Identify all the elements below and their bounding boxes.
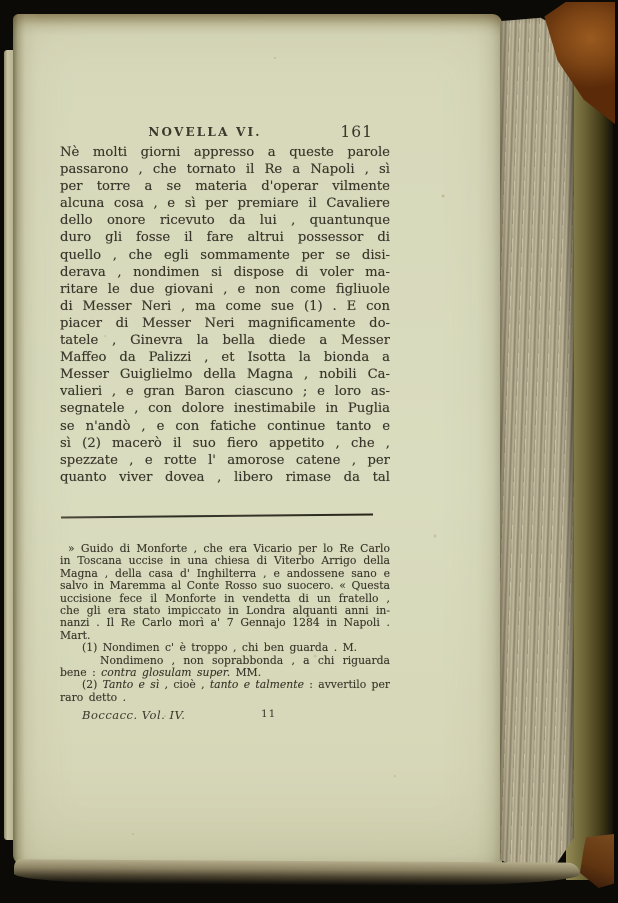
body-line: alcuna cosa , e sì per premiare il Cavaliere xyxy=(60,196,390,212)
footnote-rule xyxy=(61,514,373,519)
footnote-italic-phrase: tanto e talmente xyxy=(209,679,304,692)
body-line: derava , nondimen si dispose di voler ma- xyxy=(60,264,390,280)
footnotes xyxy=(60,543,390,704)
fore-edge-pages xyxy=(500,16,574,872)
footnote-line: Magna , della casa d' Inghilterra , e andossene sano e xyxy=(60,567,390,580)
volume-signature: Boccacc. Vol. IV. xyxy=(82,708,186,722)
body-line: sì (2) macerò il suo fiero appetito , che , xyxy=(60,435,390,451)
signature-line xyxy=(60,708,390,722)
footnote-line: salvo in Maremma al Conte Rosso suo suocero. « Questa xyxy=(60,580,390,593)
footnote-text: MM. xyxy=(230,666,262,679)
book-page xyxy=(13,14,502,866)
running-head xyxy=(60,125,390,143)
page-bottom-edge xyxy=(14,859,580,886)
footnote-line: uccisione fece il Monforte in vendetta di un fratello , xyxy=(60,592,390,605)
footnote-2-line2: raro detto . xyxy=(60,691,127,704)
body-line: Messer Guiglielmo della Magna , nobili Ca- xyxy=(60,367,390,383)
footnote-1: (1) Nondimen c' è troppo , chi ben guarda . M. xyxy=(82,642,358,655)
body-line: duro gli fosse il fare altrui possessor di xyxy=(60,230,390,246)
body-line: spezzate , e rotte l' amorose catene , per xyxy=(60,452,390,468)
footnote-line: nanzi . Il Re Carlo morì a' 7 Gennajo 1284 in Napoli . xyxy=(60,617,390,630)
body-line: per torre a se materia d'operar vilmente xyxy=(60,179,390,195)
body-line: tatele , Ginevra la bella diede a Messer xyxy=(60,333,390,349)
footnote-1b-line1: Nondimeno , non soprabbonda , a chi riguarda xyxy=(100,654,390,667)
body-line: passarono , che tornato il Re a Napoli , sì xyxy=(60,162,390,178)
footnote-text: (2) xyxy=(82,679,103,692)
body-line: dello onore ricevuto da lui , quantunque xyxy=(60,213,390,229)
body-line: Nè molti giorni appresso a queste parole xyxy=(60,145,390,160)
footnote-line: Mart. xyxy=(60,629,91,642)
footnote-2-line1 xyxy=(60,679,390,691)
body-line: di Messer Neri , ma come sue (1) . E con xyxy=(60,298,390,314)
footnote-text: , cioè , xyxy=(159,679,210,692)
page-number: 161 xyxy=(340,123,373,141)
gutter-crease xyxy=(13,14,39,866)
body-text xyxy=(60,144,390,486)
text-block xyxy=(60,14,390,866)
body-line: se n'andò , e con fatiche continue tanto e xyxy=(60,418,390,434)
body-line: valieri , e gran Baron ciascuno ; e loro as- xyxy=(60,384,390,400)
gathering-number: 11 xyxy=(261,708,277,720)
footnote-text: bene : xyxy=(60,666,102,679)
footnote-1b-line2 xyxy=(60,667,390,679)
footnote-italic-phrase: Tanto e sì xyxy=(102,679,160,692)
footnote-line: » Guido di Monforte , che era Vicario per lo Re Carlo xyxy=(68,543,390,555)
body-line: quanto viver dovea , libero rimase da tal xyxy=(60,469,390,485)
footnote-text: : avvertilo per xyxy=(303,679,390,692)
chapter-heading: NOVELLA VI. xyxy=(148,125,262,139)
footnote-latin-phrase: contra glosulam super. xyxy=(101,666,231,679)
body-line: Maffeo da Palizzi , et Isotta la bionda a xyxy=(60,350,390,366)
footnote-line: che gli era stato impiccato in Londra alquanti anni in- xyxy=(60,604,390,617)
footnote-line: in Toscana uccise in una chiesa di Viterbo Arrigo della xyxy=(60,555,390,568)
body-line: ritare le due giovani , e non come figliuole xyxy=(60,281,390,297)
body-line: quello , che egli sommamente per se disi- xyxy=(60,247,390,263)
body-line: piacer di Messer Neri magnificamente do- xyxy=(60,315,390,331)
body-line: segnatele , con dolore inestimabile in Puglia xyxy=(60,401,390,417)
